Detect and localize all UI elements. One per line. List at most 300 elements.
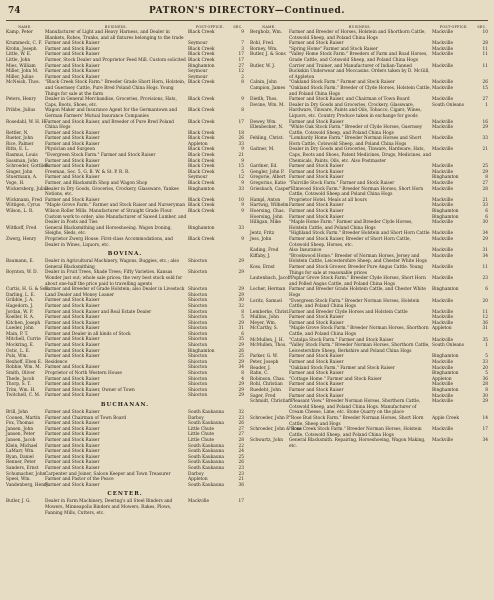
entry-business: Farmer and Stock Raiser [45,426,100,432]
entry-section: 26 [238,460,244,466]
entry-post-office: Darboy [188,471,204,477]
entry-post-office: South Kaukauna [188,410,224,415]
entry-section: 11 [482,309,488,315]
entry-post-office: Shiocton [188,359,208,365]
entry-post-office: Shiocton [188,393,208,399]
entry-name: Voge, H. [6,181,25,187]
entry-post-office: Black Creek [188,30,215,35]
entry-section: 16 [482,119,488,125]
entry-post-office: Black Creek [188,169,215,175]
entry-section: 29 [238,393,244,399]
entry-post-office: Mackville [432,52,454,58]
entry-name: Rasmus, Louis [6,153,38,159]
col-header-business: BUSINESS. [348,25,372,29]
entry-section: 34 [482,231,488,237]
entry-post-office: Appleton [432,326,452,332]
entry-post-office: Mackville [432,236,454,242]
entry-business: Proprietor Zwerg House. First-class Accommodations, and Dealer in Wines, Liquors, etc. [45,236,173,248]
entry-section: 9 [241,203,244,209]
entry-name: Griesbach, Casper [250,186,291,192]
entry-name: Mockring, E. [6,343,35,349]
entry-business: Farmer and Stock Raiser [45,449,100,455]
entry-post-office: Shiocton [188,365,208,371]
entry-post-office: Binghamton [188,348,215,354]
entry-business: General Blacksmithing and Horseshoeing. Wagon Ironing, Sleighs, Sleds, etc. [45,225,172,237]
entry-name: Peter, Joseph [250,360,279,366]
entry-section: 36 [482,376,488,382]
entry-post-office: South Onleans [432,102,464,108]
directory-entry [6,499,244,516]
directory-entry [6,108,244,119]
entry-post-office: Appleton [188,141,208,147]
entry-section: 29 [238,320,244,326]
entry-section: 9 [241,147,244,153]
entry-name: Ellenbecker, N. [250,125,284,131]
entry-post-office: Binghamton [432,388,459,393]
entry-post-office: Seymour [188,69,208,75]
page-header [6,6,488,21]
entry-business: Farmer and Stock Raiser [45,136,100,142]
entry-business: "Pleasant View." Breeder Norman Horses, Shorthorn Cattle, Cotswold Sheep, and Poland China Hogs. Manufacturer of Cream Cheese, Lime, etc. Stone Quarry on the place [289,399,421,416]
entry-section: 9 [241,236,244,242]
entry-section: 12 [482,315,488,321]
entry-name: Curtis, H. G. & Son [6,287,49,293]
entry-business: Farmer and Breeder of Grade Holstein; also Dealer in Livestock [45,287,185,293]
directory-entry [250,287,488,298]
entry-section: 30 [482,393,488,399]
entry-business: Farmer and Stock Raiser [45,354,100,360]
entry-name: McMullen, Thos. [250,343,287,349]
entry-business: Farmer and Stock Raiser [45,410,100,415]
entry-post-office: Shiocton [188,315,208,321]
entry-business: Farmer and Stock Raiser [289,203,344,209]
entry-post-office: Mackville [432,41,454,47]
entry-section: 27 [482,97,488,103]
entry-business: Farmer and Stock Raiser [289,119,344,125]
entry-name: Butler, J. & Sons [250,52,286,58]
entry-business: Farmer and Stock Raiser [45,348,100,354]
entry-section: 6 [485,287,488,293]
entry-section: 35 [482,337,488,343]
entry-business: Farmer and Stock Raiser [45,393,100,399]
entry-name: Singer, John [6,169,33,175]
entry-post-office: South Kaukauna [188,421,224,427]
entry-section: 35 [238,337,244,343]
entry-post-office: South Kaukauna [188,454,224,460]
entry-post-office: Shiocton [188,382,208,388]
entry-name: Kamp, Peter [6,30,33,35]
entry-section: 22 [238,443,244,449]
directory-entry [6,237,244,248]
entry-business: "Valley Home Stock Farm." Breeders of Farm and Road Horses, Grade Cattle, and Cotswold Sheep, and Poland China Hogs [289,52,428,63]
entry-business: Farmer and Stock Raiser and Real Estate Dealer [45,309,152,315]
entry-business: Farmer and Stock Raiser [45,337,100,343]
entry-post-office: Mackville [432,125,454,131]
entry-post-office: Mackville [432,169,454,175]
entry-name: Schroeder, John & Sons [250,427,302,433]
entry-name: Lemberke, Christ. [250,309,290,315]
entry-post-office: Seymour [188,41,208,47]
directory-entry [6,393,244,399]
entry-section: 26 [238,348,244,354]
entry-business: Wagon Maker and Insurance Agent for the Germantown and German Farmers' Mutual Insurance Companies [45,108,178,119]
entry-post-office: Shiocton [188,259,208,265]
entry-name: Sanders, Ernst [6,465,39,471]
entry-business: Farmer and Stock Raiser [289,175,344,181]
directory-entry [250,438,488,449]
entry-business: Farmer and Stock Raiser [45,41,100,47]
entry-section: 17 [238,52,244,58]
entry-post-office: Binghamton [188,225,215,231]
entry-business: Farmer and Stock Raiser [289,388,344,393]
entry-business: "Maple Grove Farm." Farmer and Stock Raiser and Nurseryman [45,203,185,209]
entry-name: Baumann, E. [6,259,34,265]
entry-name: Vandenberg, Henry [6,482,49,488]
entry-section: 23 [238,465,244,471]
directory-entry [6,483,244,489]
entry-section: 5 [485,354,488,360]
entry-post-office: Shiocton [188,326,208,332]
entry-business: "Highland Stock Farm." Breeder Holstein and Short Horn Cattle [289,231,430,237]
directory-entry [6,30,244,41]
entry-section: 15 [238,164,244,170]
entry-section: 27 [238,426,244,432]
entry-name: McNeish, Thos. [6,80,40,86]
directory-entry [250,52,488,63]
entry-business: Dealer in Farm Machinery, Deering's all Steel Binders and Mowers, Minneapolis Binders and Mowers, Rakes, Plows, Fanning Mills, Cutters, etc. [45,499,173,516]
entry-name: Kitchen, Joseph [6,320,41,326]
entry-name: McCarthy, S. [250,326,278,332]
entry-business: "Brookwood Home." Breeder of Norman Horses, Jersey and Holstein Cattle, Leicestershire Sheep, and Chester White Hogs [289,253,427,265]
entry-business: Farmer and Breeder of Horses, Holstein and Shorthorn Cattle, Cotswold Sheep, and Poland China Hogs [289,30,426,41]
entry-section: 21 [482,147,488,153]
entry-business: Carpenter and Joiner, Saloon Keeper and Town Treasurer [45,471,171,477]
entry-business: Farmer and Stock Raiser [289,382,344,388]
entry-post-office: Binghamton [188,63,215,69]
entry-post-office: Mackville [432,276,454,282]
directory-entry [6,120,244,131]
entry-name: Gregorius, Katie [250,181,286,187]
entry-post-office: Mackville [432,360,454,366]
entry-section: 29 [238,259,244,265]
entry-business: "Oakland Stock Farm." Farmer and Stock Raiser [289,80,395,86]
directory-entry [6,80,244,97]
entry-section: 10 [482,30,488,35]
entry-section: 36 [482,320,488,326]
entry-section: 33 [482,136,488,142]
entry-post-office: Binghamton [188,186,215,192]
entry-business: "Black Creek Stock Farm." Breeder Grade Short Horn, Holstein, and Guernsey Cattle, Pure Bred Poland China Hogs. Young Things for sale at the farm [45,80,186,97]
entry-post-office: Mackville [432,427,454,433]
entry-post-office: Mackville [432,203,454,209]
entry-post-office: Mackville [432,181,454,187]
entry-name: Butler, J. G. [6,499,31,505]
entry-post-office: Little Chute [188,426,215,432]
entry-name: Rosedahl, W. H. H. [6,119,47,125]
entry-section: 34 [482,253,488,259]
entry-business: Farmer and Stock Raiser [45,158,100,164]
entry-name: Hampl, Anton [250,197,281,203]
entry-post-office: Shiocton [188,376,208,382]
entry-section: 33 [238,186,244,192]
entry-name: Reader, J. [250,365,271,371]
entry-post-office: Darboy [188,415,204,421]
entry-business: Farmer and Stock Raiser [45,326,100,332]
entry-name: Main, P. T. [6,331,29,337]
entry-post-office: Shiocton [188,270,208,276]
entry-name: Little, W. E. [6,52,32,58]
entry-section: 25 [238,354,244,360]
entry-section: 7 [241,41,244,47]
directory-entry [250,399,488,416]
entry-name: Jordan, W. P. [6,309,33,315]
entry-business: Farmer and Dealer in all kinds of Stock [45,331,131,337]
entry-business: Farmer and Stock Raiser [45,74,100,80]
entry-post-office: Mackville [432,253,454,259]
entry-business: "Evergreen Stock Farm." Farmer and Stock Raiser [45,153,156,159]
entry-post-office: Black Creek [188,108,215,114]
entry-name: Coonen, Martin [6,415,41,421]
directory-entry [250,64,488,81]
entry-business: "Evergreen Stock Farm." Breeder Norman Horses, Holstein Cattle, and Poland China Hogs [289,298,420,310]
entry-section: 23 [238,415,244,421]
entry-section: 11 [482,52,488,58]
entry-section: 12 [238,69,244,75]
entry-business: Also Insurance [289,248,322,254]
directory-entry [6,259,244,270]
entry-business: Farmer, Stock Dealer and Proprietor Feed Mill. Custom solicited [45,57,186,63]
entry-name: Fehling, Christ. [250,136,284,142]
entry-post-office: Black Creek [188,153,215,159]
directory-entry [250,326,488,337]
entry-name: Gardner, Ed. [250,164,278,170]
entry-section: 20 [482,298,488,304]
entry-section: 8 [485,388,488,393]
entry-section: 18 [238,130,244,136]
entry-name: Butler, W. J. [250,63,276,69]
entry-post-office: Black Creek [188,158,215,164]
entry-post-office: Black Creek [188,236,215,242]
entry-name: Rice, Palmer [6,141,34,147]
entry-post-office: Black Creek [188,164,215,170]
entry-name: Boynton, W. D. [6,270,38,276]
entry-section: 6 [485,214,488,220]
entry-business: "Fairville Stock Farm." Farmer and Stock Raiser [289,181,395,187]
right-column [250,24,488,516]
entry-section: 31 [238,326,244,332]
entry-post-office: Binghamton [432,287,459,293]
entry-business: Farmer and Pastor of the Peace [45,477,114,483]
entry-name: Wittigen, Cyrus [6,203,41,209]
entry-section: 12 [238,175,244,181]
directory-entry [250,147,488,164]
entry-post-office: South Kaukauna [188,449,224,455]
entry-post-office: Mackville [432,80,454,86]
entry-post-office: Shiocton [188,337,208,343]
entry-post-office: Appleton [432,376,452,382]
entry-name: Smith, Oliver [6,371,35,377]
entry-business: Farmer and Stock Raiser [289,371,344,377]
entry-name: Miller, John M. [6,69,39,75]
entry-section: 25 [238,454,244,460]
entry-business: Farmer and Stock Raiser [289,315,344,321]
entry-post-office: Black Creek [188,119,215,125]
entry-business: Farmer and Stock Raiser [289,320,344,326]
col-header-name: NAME. [262,25,276,29]
entry-business: "Lombardy Home Farm." Breeder Norman Horses and Short Horn Cattle, Cotswold Sheep, and Poland China Hogs [289,136,422,147]
entry-business: Farmer and Stock Raiser [289,393,344,399]
entry-post-office: Black Creek [188,203,215,209]
directory-entry [250,237,488,248]
directory-entry [6,209,244,226]
entry-post-office: Binghamton [432,354,459,360]
entry-business: Farmer and Stock Raiser [45,315,100,321]
entry-name: Hoersing, Chas. [250,209,285,214]
entry-name: Ruedebt, John [250,388,281,393]
directory-entry [250,220,488,231]
entry-section: 29 [238,387,244,393]
entry-section: 20 [482,365,488,371]
entry-name: Rettler, N. [6,130,29,136]
entry-business: Farmer and Stock Raiser [45,482,100,488]
entry-section: 23 [238,471,244,477]
left-column [6,24,244,516]
entry-post-office: Mackville [432,164,454,170]
entry-business: Farmer and Stock Raiser [45,421,100,427]
entry-name: Sassman, John [6,158,38,164]
directory-entry [6,187,244,198]
entry-post-office: Shiocton [188,309,208,315]
entry-name: Schroeder, John P. [250,415,290,421]
entry-name: Devine, Wm. M. [250,102,285,108]
entry-business: Farmer and Stock Raiser [45,303,100,309]
entry-business: Farmer and Breeder Grade Holstein Cattle, and Chester White Hogs [289,287,426,298]
entry-name: Brill, John [6,410,28,415]
entry-name: Dewey, Wm. [250,119,277,125]
entry-section: 21 [238,153,244,159]
entry-name: Rohl, Christian [250,382,283,388]
entry-business: Farmer and Stock Raiser [45,52,100,58]
entry-name: Mitchell, Currie [6,337,41,343]
entry-section: 6 [241,331,244,337]
entry-name: Thorp, S. T. [6,382,31,388]
entry-business: Farmer and Stock Raiser [45,460,100,466]
entry-name: Jentz, Fritz [250,231,275,237]
entry-business: Dealer in Agricultural Machinery, Wagons, Buggies, etc.; also General Blacksmithing [45,259,180,270]
page-title: PATRON'S DIRECTORY—Continued. [149,6,345,16]
entry-business: Land Dealer and Money Loaner [45,292,115,298]
entry-section: 17 [238,57,244,63]
entry-name: Locher, Herman [250,287,286,293]
directory-entry [250,416,488,427]
entry-post-office: Mackville [432,393,454,399]
entry-business: Farmer and Stock Raiser [45,432,100,438]
directory-entry [250,427,488,438]
entry-business: Dealer in General Merchandise, Groceries, Provisions, Hats, Caps, Boots, Shoes, etc. [45,97,177,108]
entry-name: Zwerg, Henry [6,236,37,242]
col-header-name: NAME. [18,25,32,29]
entry-section: 14 [482,415,488,421]
entry-name: Miller, Julius [6,74,34,80]
entry-name: Pribbe, Julius [6,108,36,114]
entry-business: Farmer and Stock Raiser [289,214,344,220]
entry-post-office: Mackville [432,382,454,388]
entry-business: Farmer and Stock Raiser [45,343,100,349]
entry-name: Koss, Ernst [250,264,275,270]
entry-post-office: Shiocton [188,331,208,337]
entry-business: Carrier and Trainer, and Manufacturer of Indian-Tanned Buckskin Underwear and Moccasins. Orders taken by D. McGill, of Appleton [289,63,430,80]
entry-business: "Poplar Grove Stock Farm." Breeder Clyde Horses, Short Horn and Polled Angus Cattle, and Poland China Hogs [289,276,426,287]
entry-post-office: Black Creek [188,97,215,103]
entry-name: Koeller, R. A. [6,315,35,321]
entry-name: Renner, Peter [6,460,36,466]
entry-business: "Valley Stock Farm." Breeder Norman Horses, Shorthorn Cattle, Leicestershire Sheep, Berkshire and Poland China Hogs [289,343,430,354]
entry-name: Mullins, John [250,315,279,321]
entry-business: Physician and Surgeon [45,147,95,153]
entry-name: Hoersing, John [250,214,283,220]
entry-name: Krohn, Joseph [6,46,37,52]
entry-post-office: Black Creek [188,130,215,136]
entry-section: 4 [241,376,244,382]
entry-section: 1 [485,102,488,108]
col-header-post-office: POST-OFFICE. [195,25,225,29]
entry-name: Klein, Michael [6,443,38,449]
entry-section: 24 [238,449,244,455]
entry-business: Dealer in Fruit Trees, Shade Trees; Fifty Varieties. Kansas Wonder just out; whole sale prices; the very best stock sold for about one-half the price paid to travelling agents [45,270,183,287]
entry-name: Calnin, John [250,80,277,86]
entry-business: Proprietor Hotel. Meals at all hours [289,197,367,203]
entry-post-office: Black Creek [188,136,215,142]
entry-section: 15 [482,85,488,91]
entry-name: Hartwig, Wilhelm [250,203,289,209]
entry-post-office: Seymour [188,175,208,181]
entry-post-office: South Kaukauna [188,443,224,449]
entry-name: Loritz, Samuel [250,298,282,304]
entry-business: "Cottage Home." Farmer and Stock Raiser [289,376,382,382]
entry-post-office: Mackville [432,147,454,153]
entry-name: LaMarr, Wm. [6,449,35,455]
entry-section: 5 [485,371,488,377]
entry-name: Robbie, Wm. M. [6,365,41,371]
entry-name: Wittkoff, Fred [6,225,37,231]
entry-business: Farmer and Stock Raiser [45,63,100,69]
entry-name: Darling, L. E. [6,292,36,298]
entry-name: Speel, Wm. [6,477,31,483]
entry-name: Peters, Henry [6,97,37,103]
entry-name: Lueder, John [6,326,34,332]
entry-name: Bohl, Fred. [250,41,275,47]
entry-name: Ostic, L. E. [6,348,31,354]
entry-section: 8 [241,108,244,114]
entry-name: Ritts, E. L. [6,147,30,153]
entry-post-office: South Kaukauna [188,482,224,488]
entry-section: 34 [238,365,244,371]
entry-section: 32 [238,410,244,415]
entry-name: Robinson, Chas. [250,376,286,382]
entry-name: Sager, Fred [250,393,276,399]
entry-business: Farmer and Chairman of Town Board [45,415,127,421]
entry-post-office: Apple Creek [432,415,459,421]
entry-name: Kiffaby, J. [250,253,271,259]
entry-section: 17 [482,427,488,433]
entry-section: 28 [238,437,244,443]
entry-business: "Elmwood Stock Farm." Breeder Norman Horses, Short Horn Cattle, Cotswold Sheep and Poland China Hogs [289,186,424,198]
entry-business: "Spring Home" Farmer and Stock Raiser [289,46,378,52]
entry-section: 29 [238,343,244,349]
entry-section: 33 [238,141,244,147]
directory-entry [250,125,488,136]
entry-section: 29 [482,236,488,242]
